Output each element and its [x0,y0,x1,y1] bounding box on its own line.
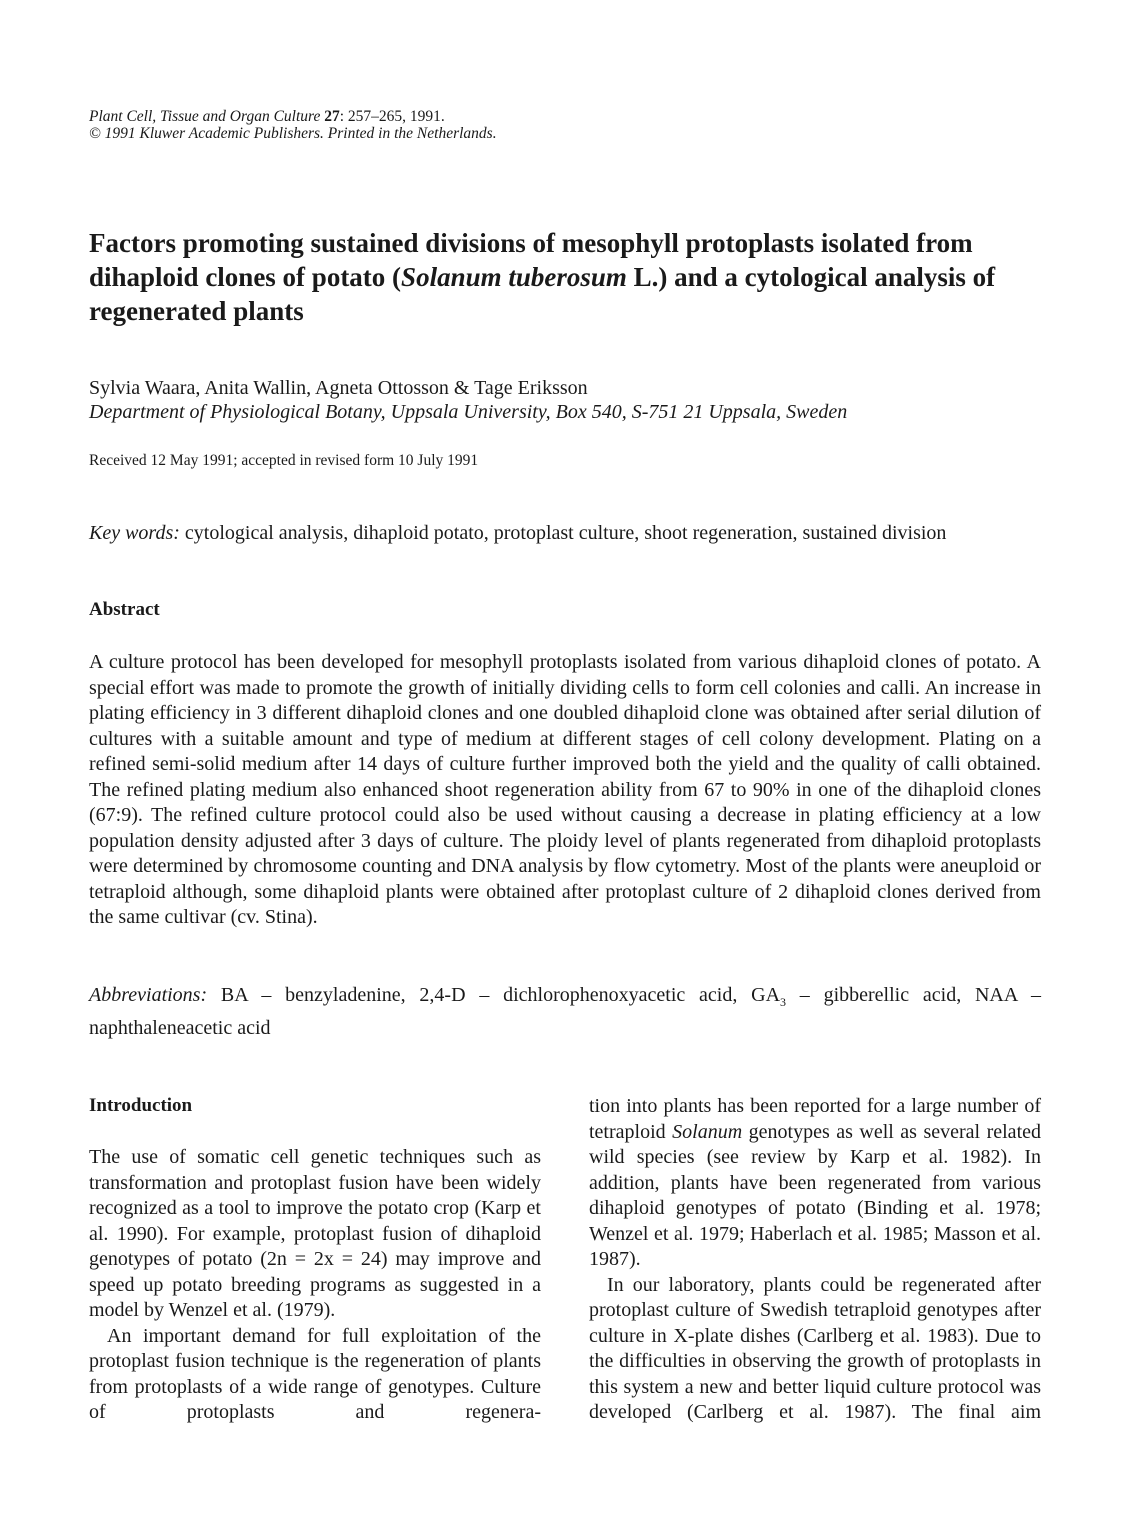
intro-paragraph: An important demand for full exploitation of the protoplast fusion technique is the regeneration of plants from protoplasts of a wide range of genotypes. Culture of protoplasts and regenera- [89,1324,541,1423]
affiliation: Department of Physiological Botany, Uppsala University, Box 540, S-751 21 Uppsala, Sweden [89,401,848,423]
intro-paragraph: The use of somatic cell genetic techniques such as transformation and protoplast fusion have been widely recognized as a tool to improve the potato crop (Karp et al. 1990). For example, protoplast fusion of dihaploid genotypes of potato (2n = 2x = 24) may improve and speed up potato breeding programs as suggested in a model by Wenzel et al. (1979). [89,1146,541,1321]
introduction-heading: Introduction [89,1095,193,1116]
journal-line: Plant Cell, Tissue and Organ Culture 27: 257–265, 1991. [89,108,445,125]
copyright-line: © 1991 Kluwer Academic Publishers. Printed in the Netherlands. [89,125,497,142]
journal-volume: 27 [324,108,340,125]
received-dates: Received 12 May 1991; accepted in revised form 10 July 1991 [89,452,479,469]
paper-title: Factors promoting sustained divisions of mesophyll protoplasts isolated from dihaploid clones of potato (Solanum tuberosum L.) and a cytological analysis of regenerated plants [89,228,996,326]
abbreviations-label: Abbreviations: [89,984,208,1006]
intro-paragraph: In our laboratory, plants could be regenerated after protoplast culture of Swedish tetraploid genotypes after culture in X-plate dishes (Carlberg et al. 1983). Due to the difficulties in observing the growth of protoplasts in this system a new and better liquid culture protocol was developed (Carlberg et al. 1987). The final aim [589,1273,1041,1423]
keywords [89,521,1041,547]
authors: Sylvia Waara, Anita Wallin, Agneta Ottosson & Tage Eriksson [89,377,588,399]
abstract-heading: Abstract [89,599,160,620]
abbreviations: Abbreviations: BA – benzyladenine, 2,4-D – dichlorophenoxyacetic acid, $GA_3$ – gibberellic acid, NAA – naphthaleneacetic acid [89,984,1041,1039]
species-name: Solanum tuberosum [401,262,627,292]
journal-pages: : 257–265, 1991. [339,108,445,125]
right-column [589,1094,1041,1426]
journal-citation [89,108,497,142]
keywords-label: Key words: [89,522,180,544]
intro-paragraph: tion into plants has been reported for a large number of tetraploid Solanum genotypes as well as several related wild species (see review by Karp et al. 1982). In addition, plants have been regenerated from various dihaploid genotypes of potato (Binding et al. 1978; Wenzel et al. 1979; Haberlach et al. 1985; Masson et al. 1987). [589,1095,1041,1270]
left-column [89,1145,541,1426]
keywords-text: cytological analysis, dihaploid potato, protoplast culture, shoot regeneration, sustained division [179,522,947,544]
abstract-body: A culture protocol has been developed for mesophyll protoplasts isolated from various dihaploid clones of potato. A special effort was made to promote the growth of initially dividing cells to form cell colonies and calli. An increase in plating efficiency in 3 different dihaploid clones and one doubled dihaploid clone was obtained after serial dilution of cultures with a suitable amount and type of medium at different stages of cell colony development. Plating on a refined semi-solid medium after 14 days of culture further improved both the yield and the quality of calli obtained. The refined plating medium also enhanced shoot regeneration ability from 67 to 90% in one of the dihaploid clones (67:9). The refined culture protocol could also be used without causing a decrease in plating efficiency at a low population density adjusted after 3 days of culture. The ploidy level of plants regenerated from dihaploid protoplasts were determined by chromosome counting and DNA analysis by flow cytometry. Most of the plants were aneuploid or tetraploid although, some dihaploid plants were obtained after protoplast culture of 2 dihaploid clones derived from the same cultivar (cv. Stina). [89,651,1041,928]
